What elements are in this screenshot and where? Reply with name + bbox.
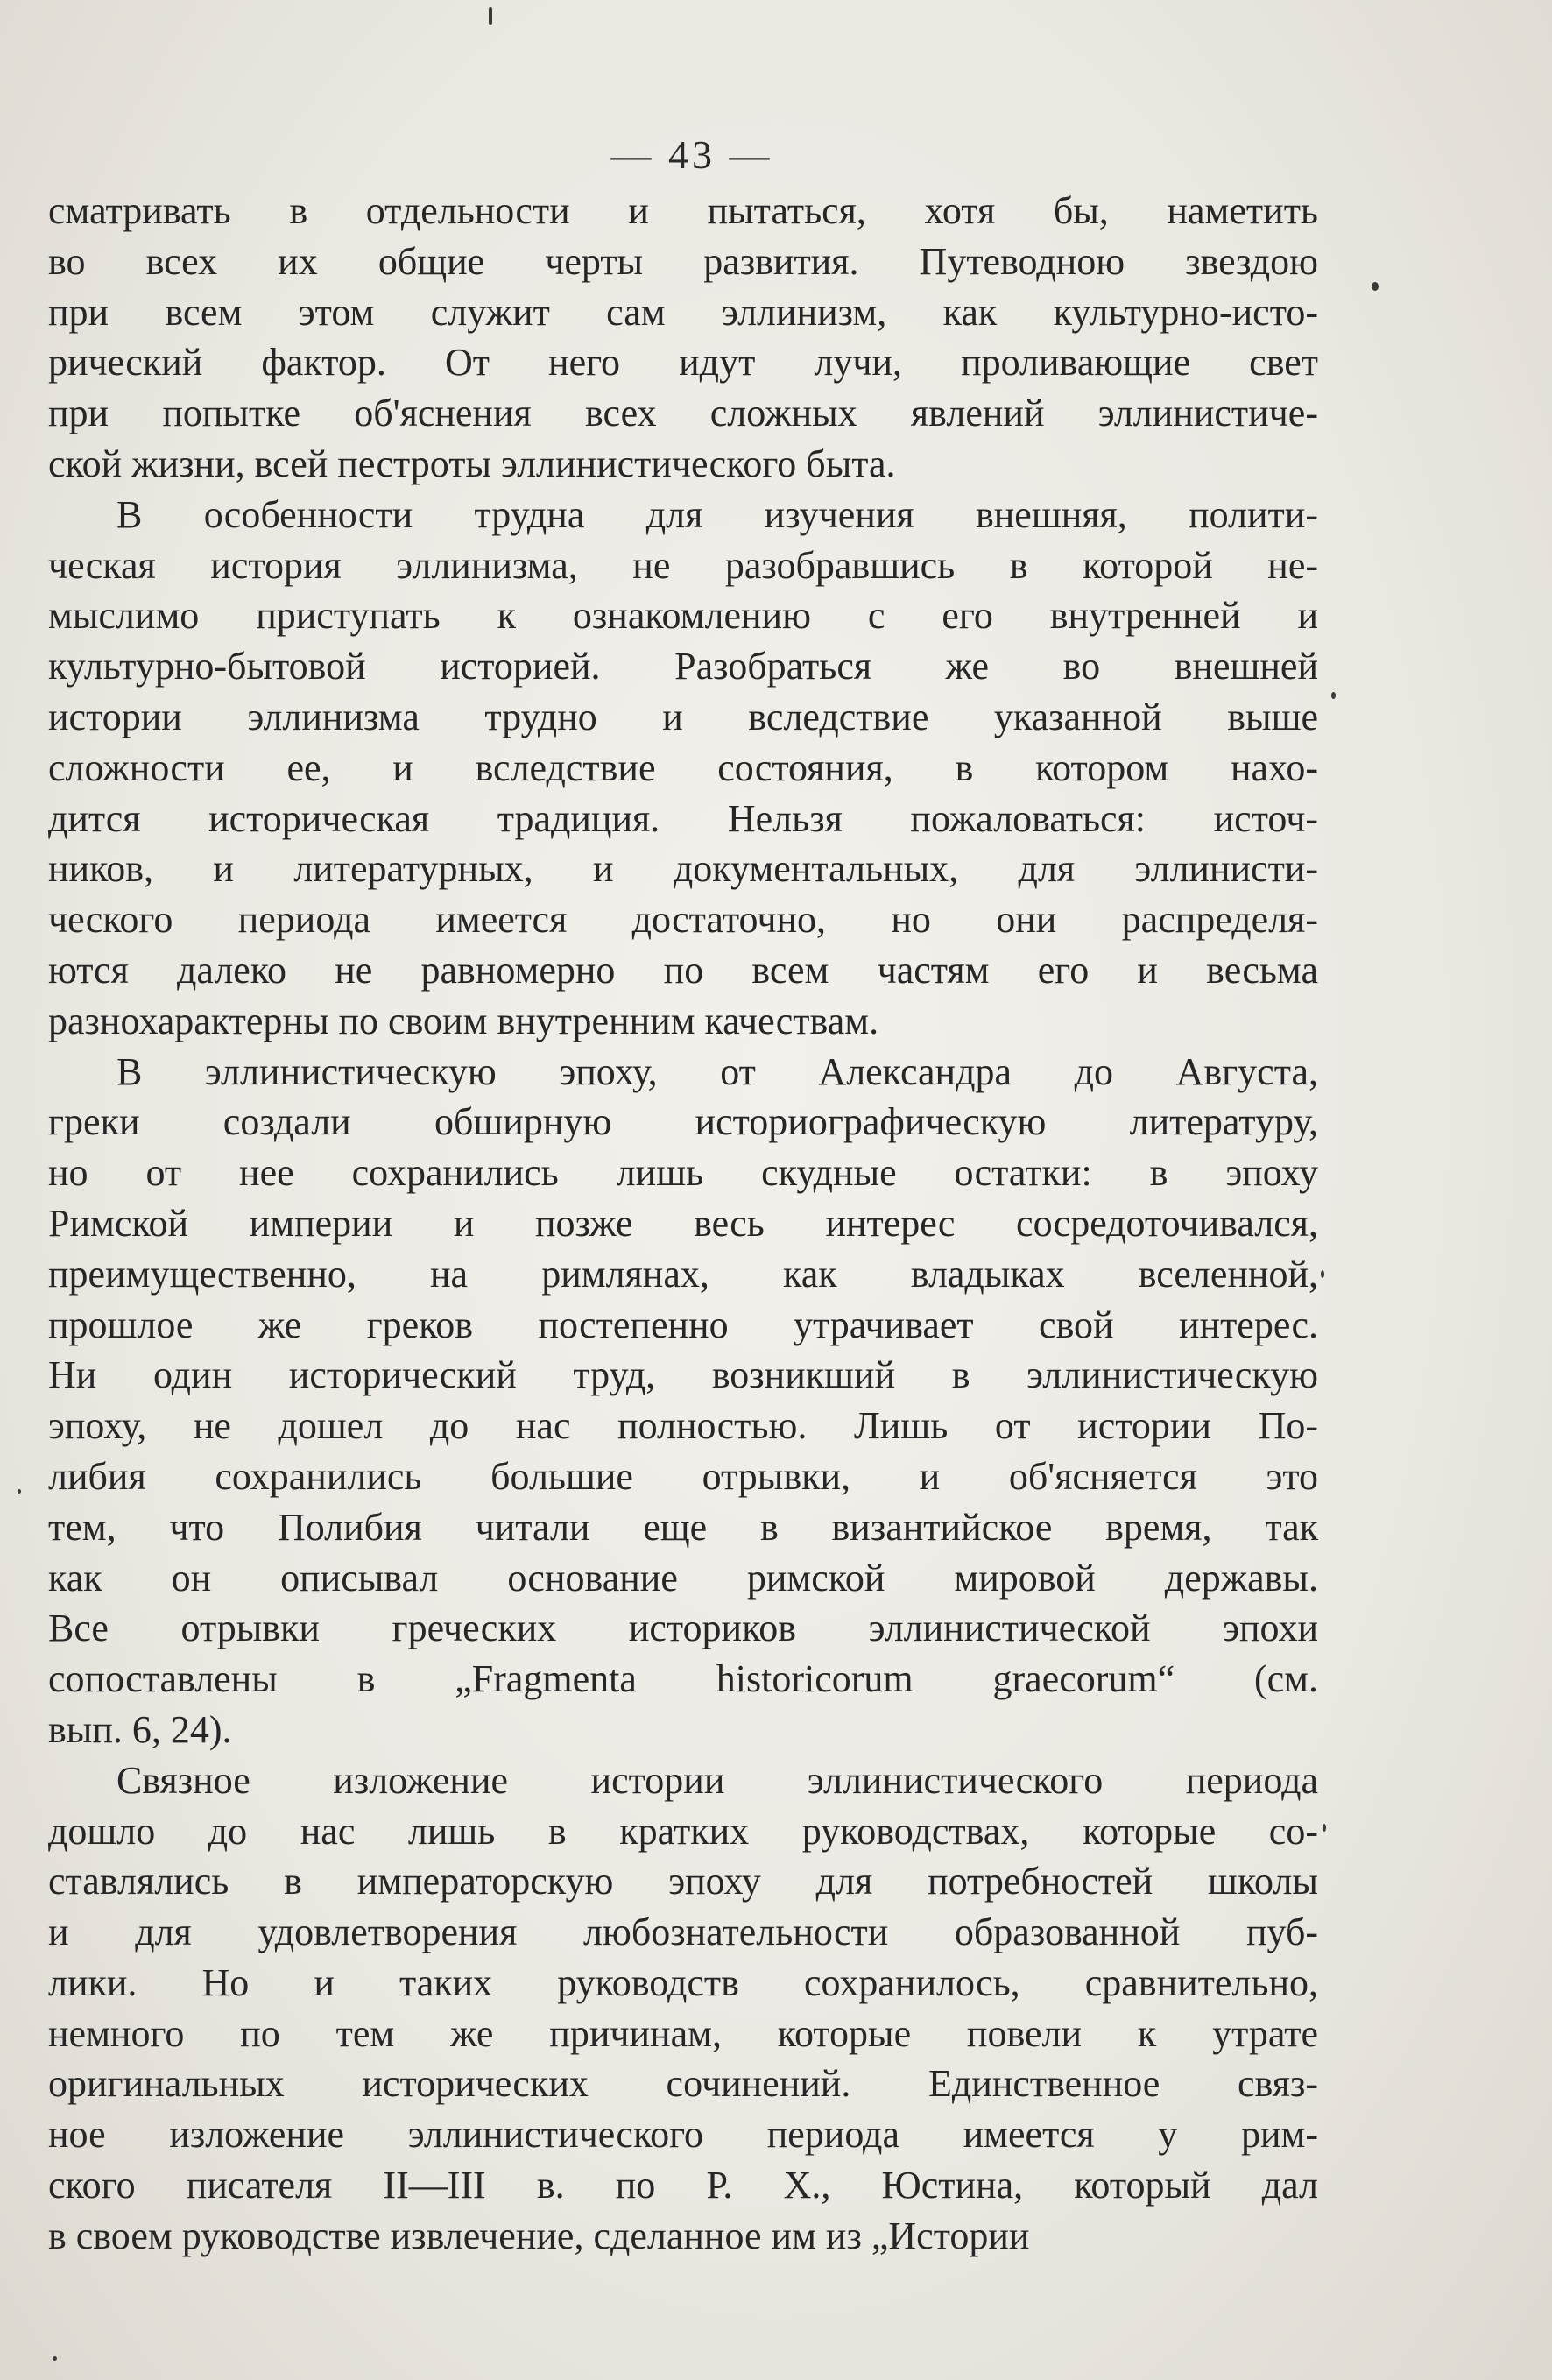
ink-speck xyxy=(1372,282,1379,291)
text-line: мыслимо приступать к ознакомлению с его внутренней и xyxy=(48,594,1318,638)
text-line: дошло до нас лишь в кратких руководствах, которые со- xyxy=(48,1809,1318,1853)
text-line: истории эллинизма трудно и вследствие указанной выше xyxy=(48,695,1318,738)
ink-speck xyxy=(489,7,492,25)
text-line: греки создали обширную историографическую литературу, xyxy=(48,1100,1318,1144)
text-line: Ни один исторический труд, возникший в эллинистическую xyxy=(48,1353,1318,1397)
paragraph xyxy=(48,1047,1318,1755)
ink-speck xyxy=(1321,1270,1324,1278)
paragraph xyxy=(48,186,1318,490)
text-line: ются далеко не равномерно по всем частям его и весьма xyxy=(48,948,1318,992)
text-line: эпоху, не дошел до нас полностью. Лишь от истории По- xyxy=(48,1404,1318,1448)
text-line: ников, и литературных, и документальных, для эллинисти- xyxy=(48,847,1318,891)
text-line: Римской империи и позже весь интерес сосредоточивался, xyxy=(48,1201,1318,1245)
text-line: как он описывал основание римской мировой державы. xyxy=(48,1556,1318,1600)
text-line: оригинальных исторических сочинений. Единственное связ- xyxy=(48,2062,1318,2106)
text-line: ского писателя II—III в. по Р. Х., Юстина, который дал xyxy=(48,2164,1318,2207)
text-line: преимущественно, на римлянах, как владыках вселенной, xyxy=(48,1252,1318,1296)
text-line: разнохарактерны по своим внутренним качествам. xyxy=(48,999,879,1042)
text-line: ческая история эллинизма, не разобравшись в которой не- xyxy=(48,543,1318,587)
text-line: либия сохранились большие отрывки, и об'ясняется это xyxy=(48,1454,1318,1498)
text-line: но от нее сохранились лишь скудные остатки: в эпоху xyxy=(48,1151,1318,1195)
text-line: Все отрывки греческих историков эллинистической эпохи xyxy=(48,1607,1318,1650)
text-line: В особенности трудна для изучения внешняя, полити- xyxy=(116,492,1318,536)
text-line: лики. Но и таких руководств сохранилось, сравнительно, xyxy=(48,1960,1318,2004)
body-text xyxy=(48,186,1318,2262)
text-line: в своем руководстве извлечение, сделанное им из „Истории xyxy=(48,2214,1030,2257)
text-line: немного по тем же причинам, которые повели к утрате xyxy=(48,2011,1318,2055)
text-line: Связное изложение истории эллинистического периода xyxy=(116,1758,1318,1802)
text-line: прошлое же греков постепенно утрачивает свой интерес. xyxy=(48,1303,1318,1346)
text-line: ской жизни, всей пестроты эллинистического быта. xyxy=(48,441,896,485)
ink-speck xyxy=(1331,692,1336,699)
text-line: тем, что Полибия читали еще в византийское время, так xyxy=(48,1505,1318,1549)
text-line: вып. 6, 24). xyxy=(48,1707,232,1751)
paragraph xyxy=(48,1755,1318,2262)
page-number: — 43 — xyxy=(610,132,773,177)
ink-speck xyxy=(1323,1824,1326,1832)
text-line: ное изложение эллинистического периода имеется у рим- xyxy=(48,2113,1318,2157)
ink-speck xyxy=(18,1489,21,1494)
text-line: ставлялись в императорскую эпоху для потребностей школы xyxy=(48,1860,1318,1903)
text-line: при всем этом служит сам эллинизм, как культурно-исто- xyxy=(48,290,1318,334)
text-line: при попытке об'яснения всех сложных явлений эллинистиче- xyxy=(48,392,1318,435)
text-line: В эллинистическую эпоху, от Александра до Августа, xyxy=(116,1049,1318,1093)
ink-speck xyxy=(53,2356,57,2361)
text-line: рический фактор. От него идут лучи, проливающие свет xyxy=(48,341,1318,385)
text-line: сложности ее, и вследствие состояния, в котором нахо- xyxy=(48,745,1318,789)
text-line: ческого периода имеется достаточно, но они распределя- xyxy=(48,898,1318,942)
text-line: дится историческая традиция. Нельзя пожаловаться: источ- xyxy=(48,796,1318,840)
text-line: сматривать в отдельности и пытаться, хотя бы, наметить xyxy=(48,189,1318,232)
text-line: во всех их общие черты развития. Путеводною звездою xyxy=(48,239,1318,283)
text-line: сопоставлены в „Fragmenta historicorum graecorum“ (см. xyxy=(48,1657,1318,1701)
text-line: и для удовлетворения любознательности образованной пуб- xyxy=(48,1910,1318,1954)
text-line: культурно-бытовой историей. Разобраться же во внешней xyxy=(48,645,1318,689)
paragraph xyxy=(48,490,1318,1047)
